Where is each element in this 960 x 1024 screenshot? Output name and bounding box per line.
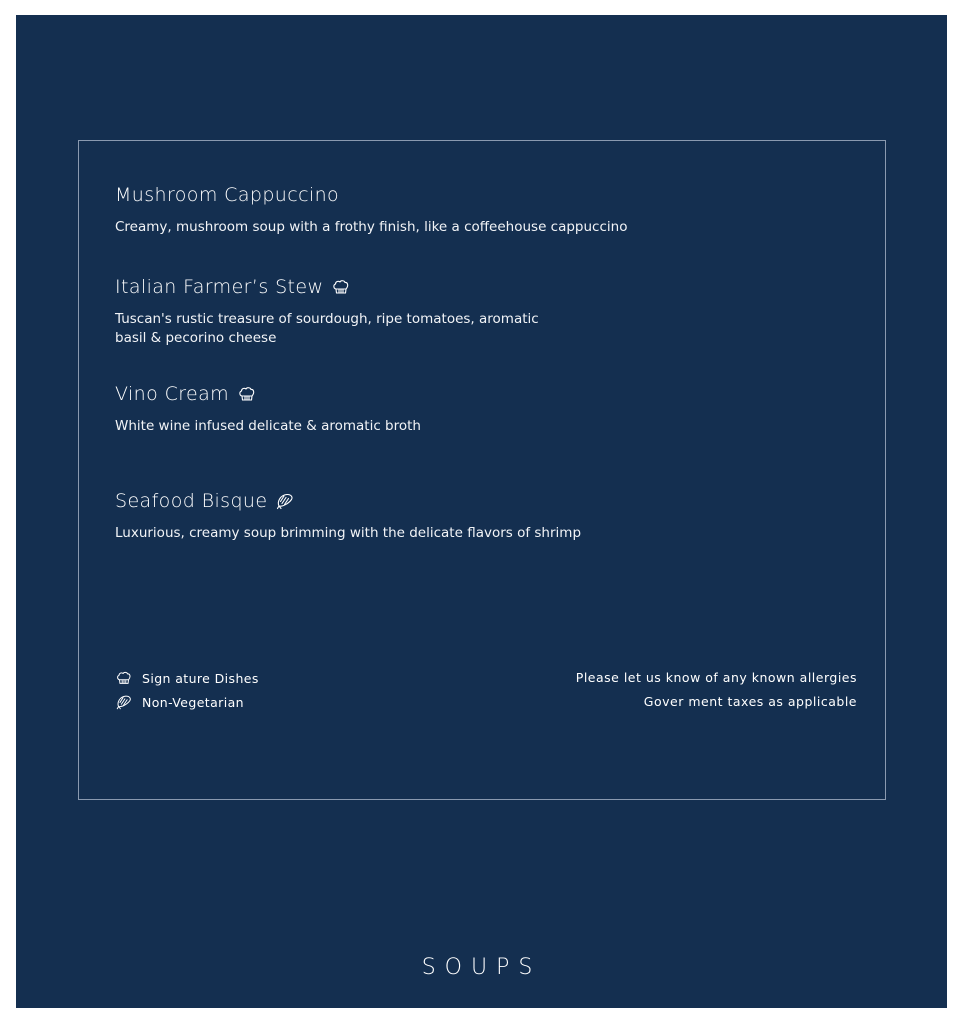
dish-name-text: Mushroom Cappuccino (115, 184, 340, 206)
menu-notes (576, 666, 857, 714)
legend-signature-label: Sign ature Dishes (142, 670, 259, 686)
dish-description: White wine infused delicate & aromatic broth (115, 418, 421, 434)
tax-note: Gover ment taxes as applicable (643, 694, 857, 709)
menu-frame (78, 140, 886, 800)
menu-item (115, 184, 627, 237)
menu-item (115, 276, 560, 348)
legend-non-veg-label: Non-Vegetarian (142, 694, 244, 710)
dish-name (115, 276, 560, 298)
dish-name-text: Vino Cream (115, 383, 230, 405)
menu-page (16, 15, 947, 1008)
chef-hat-icon (331, 277, 351, 297)
chef-hat-icon (115, 669, 133, 687)
icon-legend (115, 666, 259, 714)
dish-name-text: Italian Farmer’s Stew (115, 276, 324, 298)
dish-name (115, 383, 421, 405)
dish-description: Luxurious, creamy soup brimming with the delicate flavors of shrimp (115, 525, 582, 541)
shrimp-icon (275, 491, 295, 511)
dish-description: Tuscan's rustic treasure of sourdough, ripe tomatoes, aromatic basil & pecorino cheese (115, 311, 539, 346)
dish-name-text: Seafood Bisque (115, 490, 268, 512)
dish-name (115, 184, 627, 206)
section-title: SOUPS (421, 955, 542, 980)
dish-name (115, 490, 581, 512)
chef-hat-icon (237, 384, 257, 404)
legend-non-veg (115, 690, 259, 714)
dish-description: Creamy, mushroom soup with a frothy finish, like a coffeehouse cappuccino (115, 219, 628, 235)
legend-signature (115, 666, 259, 690)
menu-item (115, 383, 421, 436)
shrimp-icon (115, 693, 133, 711)
allergy-note: Please let us know of any known allergies (575, 670, 857, 685)
menu-item (115, 490, 581, 543)
